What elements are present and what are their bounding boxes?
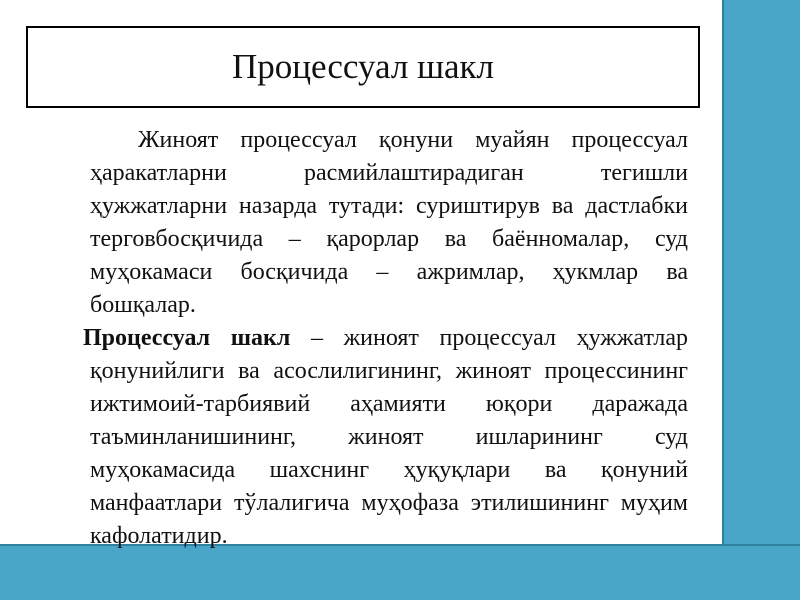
paragraph-1: Жиноят процессуал қонуни муайян процессуал ҳаракатларни расмийлаштирадиган тегишли ҳужжатларни назарда тутади: суриштирув ва дастлабки терговбосқичида – қарорлар ва баённомалар, суд муҳокамаси босқичида – ажримлар, ҳукмлар ва бошқалар.: [90, 127, 688, 318]
term-definition-text: – жиноят процессуал ҳужжатлар қонунийлиги ва асослилигининг, жиноят процессининг ижтимоий-тарбиявий аҳамияти юқори даражада таъминланишининг, жиноят ишларининг суд муҳокамасида шахснинг ҳуқуқлари ва қонуний манфаатлари тўлалигича муҳофаза этилишининг муҳим кафолатидир.: [90, 325, 689, 549]
term-definition-heading: Процессуал шакл: [83, 325, 291, 351]
right-decorative-band: [722, 0, 800, 600]
slide-title: Процессуал шакл: [231, 47, 495, 86]
paragraph-2: [83, 322, 689, 553]
title-box: [26, 26, 700, 108]
slide-body: [83, 124, 689, 553]
